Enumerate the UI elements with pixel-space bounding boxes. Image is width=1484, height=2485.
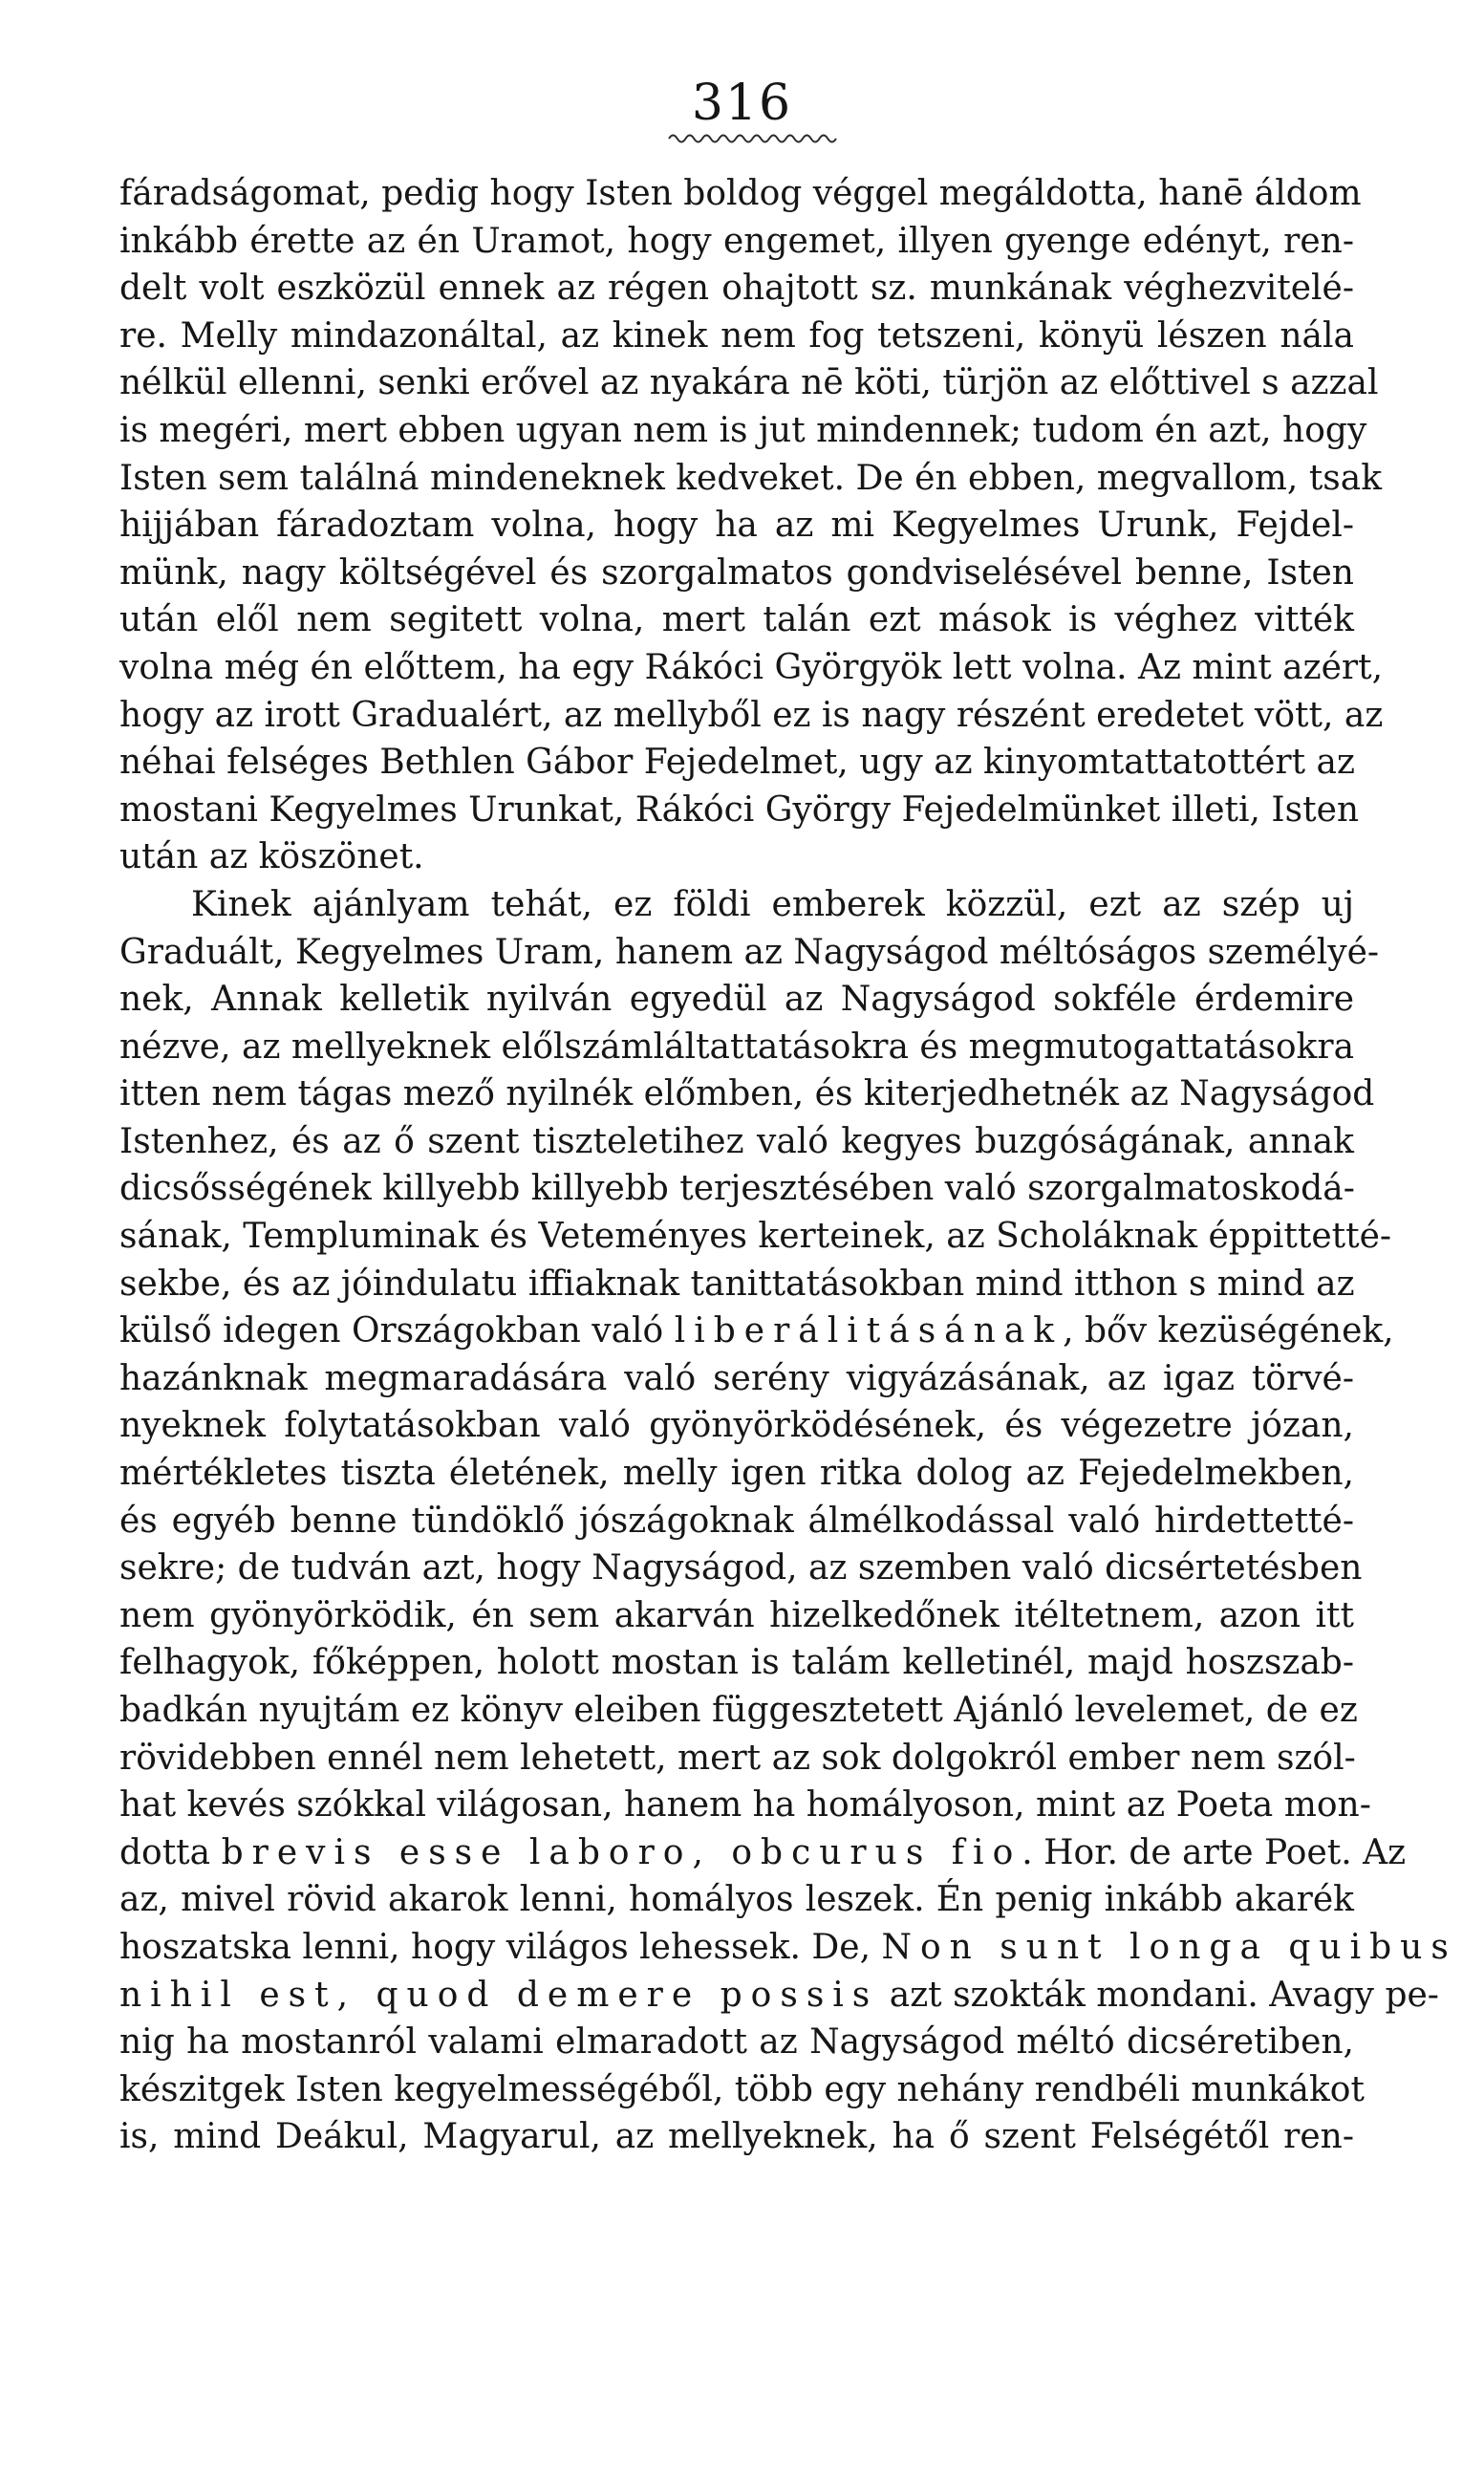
text-line [119, 739, 1354, 787]
text-segment: hijjában fáradoztam volna, hogy ha az mi Kegyelmes Urunk, Fejdel- [119, 506, 1354, 546]
text-segment: . Hor. de arte Poet. Az [1022, 1832, 1407, 1872]
text-line [119, 1498, 1354, 1545]
text-line [119, 1735, 1354, 1783]
spaced-emphasis-text: Non sunt longa quibus [881, 1927, 1457, 1967]
text-line [119, 2113, 1354, 2161]
text-segment: nézve, az mellyeknek előlszámláltattatásokra és megmutogattatásokra [119, 1026, 1355, 1067]
text-segment: az, mivel rövid akarok lenni, homályos leszek. Én penig inkább akarék [119, 1880, 1354, 1920]
text-segment: volna még én előttem, ha egy Rákóci Györgyök lett volna. Az mint azért, [119, 647, 1384, 687]
text-line [119, 1402, 1354, 1450]
spaced-emphasis-text: brevis esse laboro, obcurus fio [221, 1832, 1022, 1872]
text-line [119, 170, 1362, 218]
text-line [119, 1355, 1354, 1403]
text-segment: badkán nyujtám ez könyv eleiben függesztetett Ajánló levelemet, de ez [119, 1691, 1358, 1730]
text-line [119, 1213, 1392, 1261]
text-segment: fáradságomat, pedig hogy Isten boldog véggel megáldotta, hanē áldom [119, 174, 1362, 213]
text-segment: után az köszönet. [119, 837, 424, 877]
text-segment: is megéri, mert ebben ugyan nem is jut mindennek; tudom én azt, hogy [119, 410, 1367, 450]
text-segment: hoszatska lenni, hogy világos lehessek. De, [119, 1927, 882, 1967]
text-segment: Graduált, Kegyelmes Uram, hanem az Nagyságod méltóságos személyé- [119, 932, 1380, 972]
text-line [119, 1118, 1354, 1166]
text-line [119, 1450, 1354, 1498]
text-line [119, 218, 1354, 266]
text-line [119, 881, 1354, 929]
text-segment: Istenhez, és az ő szent tiszteletihez való kegyes buzgóságának, annak [119, 1121, 1354, 1161]
text-line [119, 502, 1354, 550]
text-segment: nélkül ellenni, senki erővel az nyakára nē köti, türjön az előttivel s azzal [119, 363, 1379, 403]
text-segment: re. Melly mindazonáltal, az kinek nem fog tetszeni, könyü lészen nála [119, 315, 1354, 356]
text-segment: nyeknek folytatásokban való gyönyörködésének, és végezetre józan, [119, 1406, 1354, 1446]
text-segment: nem gyönyörködik, én sem akarván hizelkedőnek itéltetnem, azon itt [119, 1595, 1354, 1635]
text-line [119, 692, 1384, 740]
text-segment: mértékletes tiszta életének, melly igen ritka dolog az Fejedelmekben, [119, 1454, 1354, 1494]
text-segment: azt szokták mondani. Avagy pe- [878, 1975, 1439, 2015]
text-line [119, 359, 1379, 407]
text-line [119, 407, 1367, 455]
text-line [119, 644, 1384, 692]
text-segment: , bőv kezüségének, [1063, 1311, 1394, 1351]
text-segment: sekbe, és az jóindulatu iffiaknak tanittatásokban mind itthon s mind az [119, 1264, 1355, 1304]
text-segment: Kinek ajánlyam tehát, ez földi emberek közzül, ezt az szép uj [191, 884, 1354, 924]
text-segment: münk, nagy költségével és szorgalmatos gondviselésével benne, Isten [119, 552, 1354, 593]
text-segment: után elől nem segitett volna, mert talán ezt mások is véghez vitték [119, 600, 1354, 640]
text-line [119, 313, 1354, 360]
text-line [119, 787, 1360, 834]
text-segment: nig ha mostanról valami elmaradott az Nagyságod méltó dicséretiben, [119, 2022, 1354, 2063]
text-line [119, 1024, 1354, 1071]
text-segment: nek, Annak kelletik nyilván egyedül az Nagyságod sokféle érdemire [119, 980, 1354, 1020]
text-line [119, 2066, 1365, 2114]
text-line [119, 976, 1354, 1024]
text-line [119, 455, 1383, 503]
text-segment: mostani Kegyelmes Urunkat, Rákóci György Fejedelmünket illeti, Isten [119, 789, 1360, 830]
text-segment: készitgek Isten kegyelmességéből, több egy nehány rendbéli munkákot [119, 2069, 1365, 2109]
text-segment: itten nem tágas mező nyilnék előmben, és kiterjedhetnék az Nagyságod [119, 1074, 1375, 1114]
text-segment: Isten sem találná mindeneknek kedveket. De én ebben, megvallom, tsak [119, 458, 1383, 498]
text-segment: hat kevés szókkal világosan, hanem ha homályoson, mint az Poeta mon- [119, 1785, 1371, 1826]
text-line [119, 1070, 1375, 1118]
text-line [119, 1592, 1354, 1640]
text-segment: sának, Templuminak és Veteményes kerteinek, az Scholáknak éppittetté- [119, 1217, 1392, 1257]
text-line [119, 1165, 1354, 1213]
text-line [119, 1924, 1457, 1972]
text-segment: hazánknak megmaradására való serény vigyázásának, az igaz törvé- [119, 1358, 1354, 1398]
text-line [119, 1639, 1354, 1687]
text-segment: sekre; de tudván azt, hogy Nagyságod, az szemben való dicsértetésben [119, 1548, 1363, 1588]
text-line [119, 1972, 1439, 2020]
text-segment: felhagyok, főképpen, holott mostan is talám kelletinél, majd hoszszab- [119, 1643, 1354, 1683]
text-segment: delt volt eszközül ennek az régen ohajtott sz. munkának véghezvitelé- [119, 269, 1354, 309]
spaced-emphasis-text: nihil est, quod demere possis [119, 1975, 879, 2015]
text-segment: is, mind Deákul, Magyarul, az mellyeknek, ha ő szent Felségétől ren- [119, 2117, 1354, 2157]
text-line [119, 1545, 1363, 1592]
spaced-emphasis-text: liberálitásának [674, 1311, 1064, 1351]
body-text [119, 170, 1457, 2161]
wavy-rule-ornament [669, 132, 836, 145]
text-segment: rövidebben ennél nem lehetett, mert az sok dolgokról ember nem szól- [119, 1738, 1356, 1778]
text-line [119, 596, 1354, 644]
text-line [119, 1829, 1407, 1877]
text-line [119, 1876, 1354, 1924]
text-line [119, 1261, 1354, 1308]
text-line [119, 1307, 1394, 1355]
text-segment: hogy az irott Gradualért, az mellyből ez is nagy részént eredetet vött, az [119, 695, 1384, 735]
page-number: 316 [691, 75, 793, 132]
text-segment: dotta [119, 1832, 222, 1872]
text-segment: külső idegen Országokban való [119, 1311, 675, 1351]
text-line [119, 2019, 1354, 2066]
text-segment: dicsősségének killyebb killyebb terjesztésében való szorgalmatoskodá- [119, 1169, 1355, 1209]
text-segment: inkább érette az én Uramot, hogy engemet, illyen gyenge edényt, ren- [119, 221, 1354, 261]
text-line [119, 1687, 1358, 1735]
text-line [119, 833, 1354, 881]
text-line [119, 1782, 1371, 1829]
text-segment: és egyéb benne tündöklő jószágoknak álmélkodással való hirdettetté- [119, 1501, 1354, 1541]
text-line [119, 929, 1380, 977]
text-line [119, 550, 1354, 597]
text-segment: néhai felséges Bethlen Gábor Fejedelmet, ugy az kinyomtattatottért az [119, 743, 1355, 783]
text-line [119, 265, 1354, 313]
